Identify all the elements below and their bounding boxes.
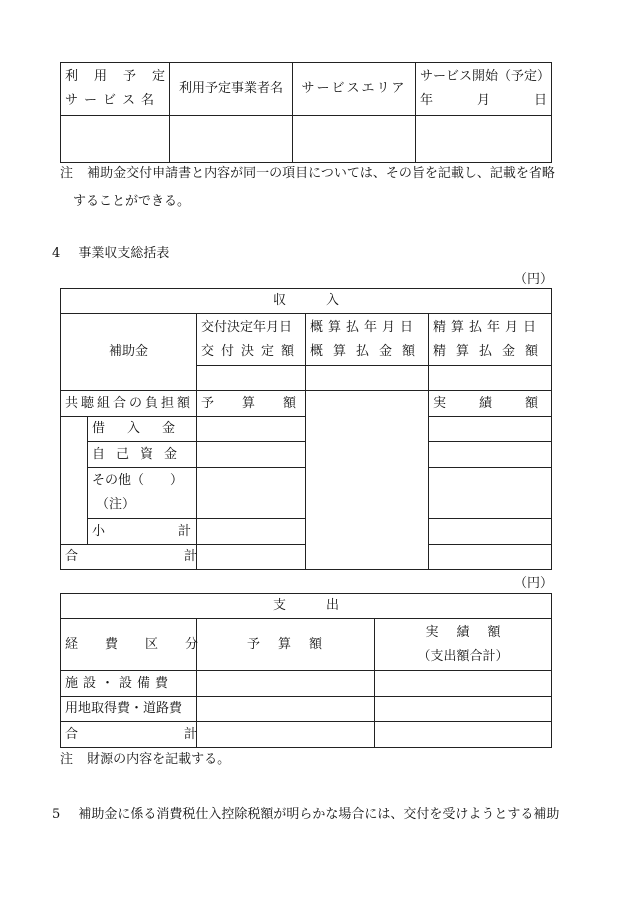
loan-label: 借入金 bbox=[88, 417, 197, 442]
actual-label-text: 実績額 bbox=[433, 395, 572, 411]
month-label: 月 bbox=[476, 93, 490, 108]
expense-unit: （円） bbox=[514, 576, 554, 591]
final-date-label: 精算払年月日 bbox=[433, 319, 542, 335]
section-5-text: 補助金に係る消費税仕入控除税額が明らかな場合には、交付を受けようとする補助 bbox=[78, 807, 560, 822]
service-table bbox=[60, 62, 552, 163]
finance-note-text: 財源の内容を記載する。 bbox=[87, 752, 231, 767]
land-actual[interactable] bbox=[375, 697, 552, 722]
note-prefix: 注 bbox=[60, 166, 74, 181]
other-label bbox=[88, 468, 197, 519]
start-date-header bbox=[416, 63, 552, 116]
subtotal-actual[interactable] bbox=[429, 519, 552, 545]
income-total-label: 合計 bbox=[61, 545, 197, 570]
expense-header: 支出 bbox=[61, 594, 552, 619]
provisional-blank-area bbox=[306, 391, 429, 570]
note-line-1: 補助金交付申請書と内容が同一の項目については、その旨を記載し、記載を省略 bbox=[87, 166, 555, 181]
income-table bbox=[60, 288, 572, 570]
service-name-header bbox=[61, 63, 182, 116]
operator-cell[interactable] bbox=[170, 116, 293, 163]
service-note-line-2: することができる。 bbox=[73, 194, 191, 209]
year-label: 年 bbox=[420, 93, 434, 108]
expense-total-actual[interactable] bbox=[375, 722, 552, 748]
final-value[interactable] bbox=[429, 366, 552, 391]
own-funds-label: 自己資金 bbox=[88, 442, 197, 468]
start-date-cell[interactable] bbox=[416, 116, 552, 163]
day-label: 日 bbox=[533, 93, 547, 108]
decision-value[interactable] bbox=[197, 366, 306, 391]
expense-actual-sub: （支出額合計） bbox=[417, 648, 509, 664]
section-5 bbox=[52, 803, 559, 822]
section-4-number: 4 bbox=[52, 246, 61, 261]
subsidy-label: 補助金 bbox=[61, 314, 197, 391]
expense-budget-label: 予算額 bbox=[197, 619, 375, 671]
expense-actual-header bbox=[375, 619, 552, 671]
facility-label: 施設・設備費 bbox=[61, 671, 197, 697]
other-label-text: その他（ ） bbox=[92, 473, 184, 488]
own-funds-budget[interactable] bbox=[197, 442, 306, 468]
other-actual[interactable] bbox=[429, 468, 552, 519]
income-total-actual[interactable] bbox=[429, 545, 552, 570]
indent-spacer bbox=[61, 417, 88, 545]
service-note bbox=[60, 160, 555, 188]
land-label: 用地取得費・道路費 bbox=[61, 697, 197, 722]
provisional-header bbox=[306, 314, 429, 366]
start-title: サービス開始（予定） bbox=[420, 69, 551, 84]
facility-budget[interactable] bbox=[197, 671, 375, 697]
section-4-title: 事業収支総括表 bbox=[78, 246, 170, 261]
budget-label-text: 予算額 bbox=[201, 395, 325, 411]
loan-actual[interactable] bbox=[429, 417, 552, 442]
expense-total-label: 合計 bbox=[61, 722, 197, 748]
decision-amount-label: 交付決定額 bbox=[201, 343, 302, 359]
decision-date-label: 交付決定年月日 bbox=[201, 319, 293, 335]
category-label: 経費区分 bbox=[61, 619, 197, 671]
other-note-text: （注） bbox=[96, 497, 136, 512]
area-header: サービスエリア bbox=[293, 63, 416, 116]
actual-label bbox=[429, 391, 572, 417]
burden-label: 共聴組合の負担額 bbox=[61, 391, 197, 417]
facility-actual[interactable] bbox=[375, 671, 552, 697]
land-budget[interactable] bbox=[197, 697, 375, 722]
final-amount-label: 精算払金額 bbox=[433, 343, 549, 359]
finance-note-prefix: 注 bbox=[60, 752, 74, 767]
provisional-value[interactable] bbox=[306, 366, 429, 391]
budget-label bbox=[197, 391, 325, 417]
final-header bbox=[429, 314, 552, 366]
service-name-label-1: 利用予定 bbox=[65, 69, 182, 84]
provisional-date-label: 概算払年月日 bbox=[310, 319, 419, 335]
expense-actual-label: 実績額 bbox=[425, 624, 519, 640]
operator-header: 利用予定事業者名 bbox=[170, 63, 293, 116]
service-name-label-2: サービス名 bbox=[65, 93, 161, 108]
subtotal-label: 小計 bbox=[88, 519, 197, 545]
expense-table bbox=[60, 593, 552, 748]
income-header: 収入 bbox=[61, 289, 552, 314]
other-budget[interactable] bbox=[197, 468, 306, 519]
loan-budget[interactable] bbox=[197, 417, 306, 442]
income-unit: （円） bbox=[514, 272, 554, 287]
finance-note bbox=[60, 746, 230, 774]
section-5-number: 5 bbox=[52, 807, 61, 822]
service-name-cell[interactable] bbox=[61, 116, 170, 163]
own-funds-actual[interactable] bbox=[429, 442, 552, 468]
start-date-fields bbox=[420, 89, 547, 113]
provisional-amount-label: 概算払金額 bbox=[310, 343, 426, 359]
area-cell[interactable] bbox=[293, 116, 416, 163]
section-4-heading bbox=[52, 242, 169, 261]
decision-header bbox=[197, 314, 306, 366]
